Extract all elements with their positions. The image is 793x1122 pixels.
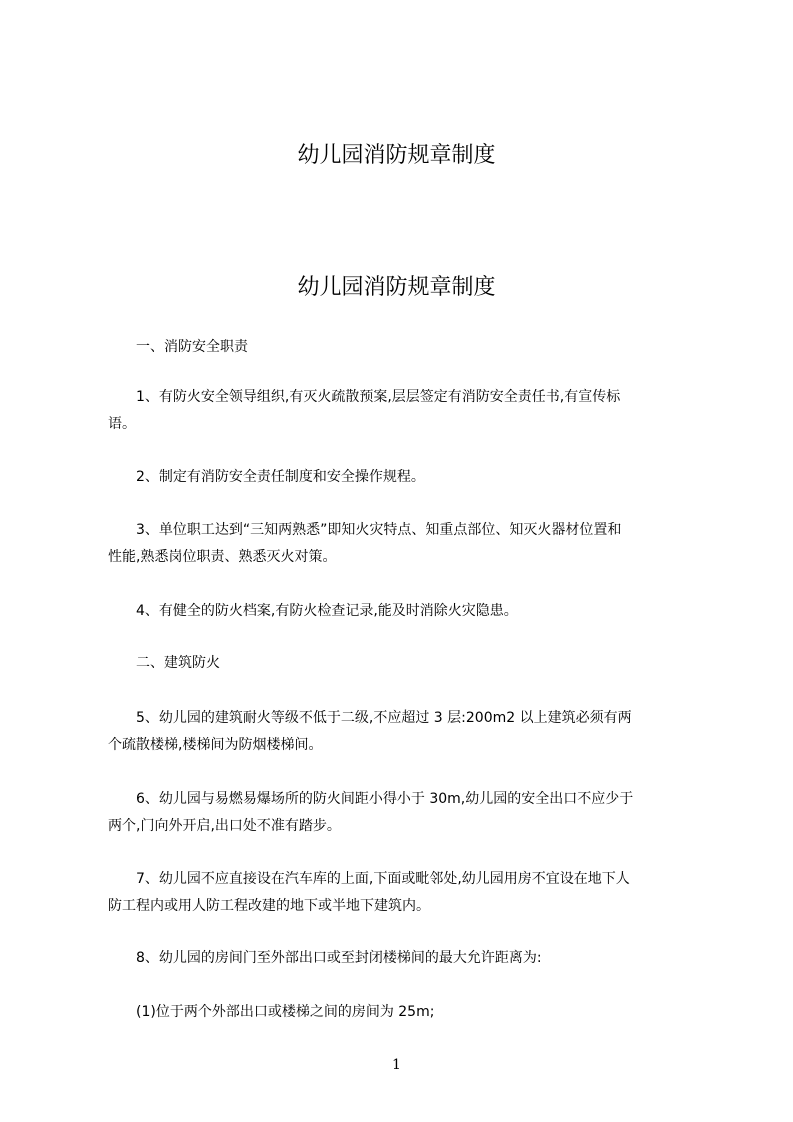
paragraph-line: 7、幼儿园不应直接设在汽车库的上面,下面或毗邻处,幼儿园用房不宜设在地下人 (136, 871, 630, 887)
paragraph-line: 6、幼儿园与易燃易爆场所的防火间距小得小于 30m,幼儿园的安全出口不应少于 (136, 791, 634, 807)
paragraph-item-2 (108, 464, 708, 491)
heading-fire-safety-duties (108, 334, 708, 361)
paragraph-line: 5、幼儿园的建筑耐火等级不低于二级,不应超过 3 层:200m2 以上建筑必须有两 (136, 710, 632, 726)
paragraph-line: 一、消防安全职责 (136, 339, 248, 355)
paragraph-item-7 (108, 866, 708, 920)
paragraph-item-4 (108, 598, 708, 625)
paragraph-line: 3、单位职工达到“三知两熟悉”即知火灾特点、知重点部位、知灭火器材位置和 (136, 522, 622, 538)
paragraph-line: 二、建筑防火 (136, 655, 220, 671)
paragraph-line: 4、有健全的防火档案,有防火检查记录,能及时消除火灾隐患。 (136, 603, 518, 619)
paragraph-line: 1、有防火安全领导组织,有灭火疏散预案,层层签定有消防安全责任书,有宣传标 (136, 389, 621, 405)
document-title: 幼儿园消防规章制度 (297, 143, 496, 168)
paragraph-line: 性能,熟悉岗位职责、熟悉灭火对策。 (108, 549, 337, 565)
paragraph-line: 防工程内或用人防工程改建的地下或半地下建筑内。 (108, 898, 430, 914)
paragraph-item-1 (108, 384, 708, 438)
paragraph-line: 8、幼儿园的房间门至外部出口或至封闭楼梯间的最大允许距离为: (136, 950, 542, 966)
paragraph-item-6 (108, 786, 708, 840)
paragraph-line: 2、制定有消防安全责任制度和安全操作规程。 (136, 469, 425, 485)
section-title: 幼儿园消防规章制度 (297, 275, 496, 300)
page-number: 1 (392, 1057, 401, 1073)
paragraph-line: 语。 (108, 416, 136, 432)
heading-building-fire-prevention (108, 650, 708, 677)
paragraph-line: 两个,门向外开启,出口处不准有踏步。 (108, 818, 341, 834)
paragraph-line: 个疏散楼梯,楼梯间为防烟楼梯间。 (108, 737, 323, 753)
paragraph-item-3 (108, 517, 708, 571)
paragraph-item-8 (108, 945, 708, 972)
paragraph-item-5 (108, 705, 708, 759)
paragraph-line: (1)位于两个外部出口或楼梯之间的房间为 25m; (136, 1004, 435, 1020)
paragraph-item-8-1 (108, 999, 708, 1026)
